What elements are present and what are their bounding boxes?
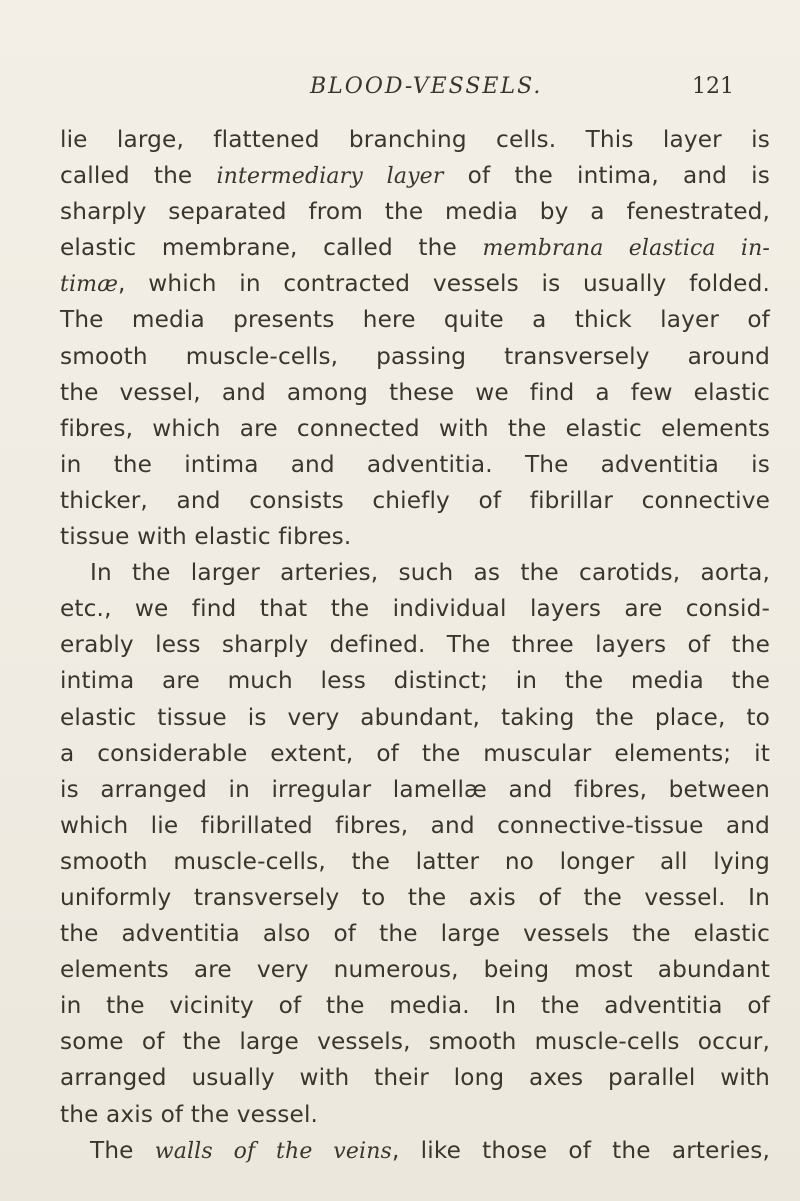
term-walls-of-the-veins: walls of the veins xyxy=(154,1138,392,1164)
text-line-14: etc., we find that the individual layers are consid- xyxy=(60,595,770,623)
text-line-6: The media presents here quite a thick layer of xyxy=(60,306,770,334)
text-line-5: timæ, which in contracted vessels is usually folded. xyxy=(60,270,770,298)
text-line-15: erably less sharply defined. The three layers of the xyxy=(60,631,770,659)
term-intermediary-layer: intermediary layer xyxy=(216,164,444,190)
text-line-27: arranged usually with their long axes parallel with xyxy=(60,1064,770,1092)
text-line-23: the adventitia also of the large vessels the elastic xyxy=(60,920,770,948)
text-line-9: fibres, which are connected with the elastic elements xyxy=(60,414,770,442)
text-line-26: some of the large vessels, smooth muscle-cells occur, xyxy=(60,1028,770,1056)
running-head xyxy=(60,74,740,104)
text-line-3: sharply separated from the media by a fenestrated, xyxy=(60,198,770,226)
text-line-4: elastic membrane, called the membrana elastica in- xyxy=(60,234,770,262)
text-line-1: lie large, flattened branching cells. This layer is xyxy=(60,126,770,153)
text-line-19: is arranged in irregular lamellæ and fibres, between xyxy=(60,775,770,803)
running-title: BLOOD-VESSELS. xyxy=(310,74,543,99)
text-line-17: elastic tissue is very abundant, taking the place, to xyxy=(60,703,770,731)
text-line-24: elements are very numerous, being most abundant xyxy=(60,956,770,984)
page-number: 121 xyxy=(692,74,734,99)
text-line-12: tissue with elastic fibres. xyxy=(60,523,352,551)
text-line-22: uniformly transversely to the axis of the vessel. In xyxy=(60,883,770,911)
text-line-16: intima are much less distinct; in the media the xyxy=(60,667,770,695)
text-line-11: thicker, and consists chiefly of fibrillar connective xyxy=(60,486,770,514)
text-line-20: which lie fibrillated fibres, and connective-tissue and xyxy=(60,811,770,839)
term-intimae: timæ xyxy=(60,272,119,298)
text-line-29: The walls of the veins, like those of the arteries, xyxy=(90,1136,770,1164)
term-membrana-elastica: membrana elastica in- xyxy=(482,236,770,262)
text-line-25: in the vicinity of the media. In the adventitia of xyxy=(60,992,770,1020)
body-text xyxy=(60,122,770,1169)
text-line-13: In the larger arteries, such as the carotids, aorta, xyxy=(90,559,770,587)
text-line-8: the vessel, and among these we find a few elastic xyxy=(60,378,770,406)
text-line-2: called the intermediary layer of the intima, and is xyxy=(60,162,770,190)
text-line-7: smooth muscle-cells, passing transversely around xyxy=(60,342,770,370)
text-line-28: the axis of the vessel. xyxy=(60,1100,319,1128)
text-line-10: in the intima and adventitia. The adventitia is xyxy=(60,450,770,478)
text-line-21: smooth muscle-cells, the latter no longer all lying xyxy=(60,847,770,875)
text-line-18: a considerable extent, of the muscular elements; it xyxy=(60,739,770,767)
